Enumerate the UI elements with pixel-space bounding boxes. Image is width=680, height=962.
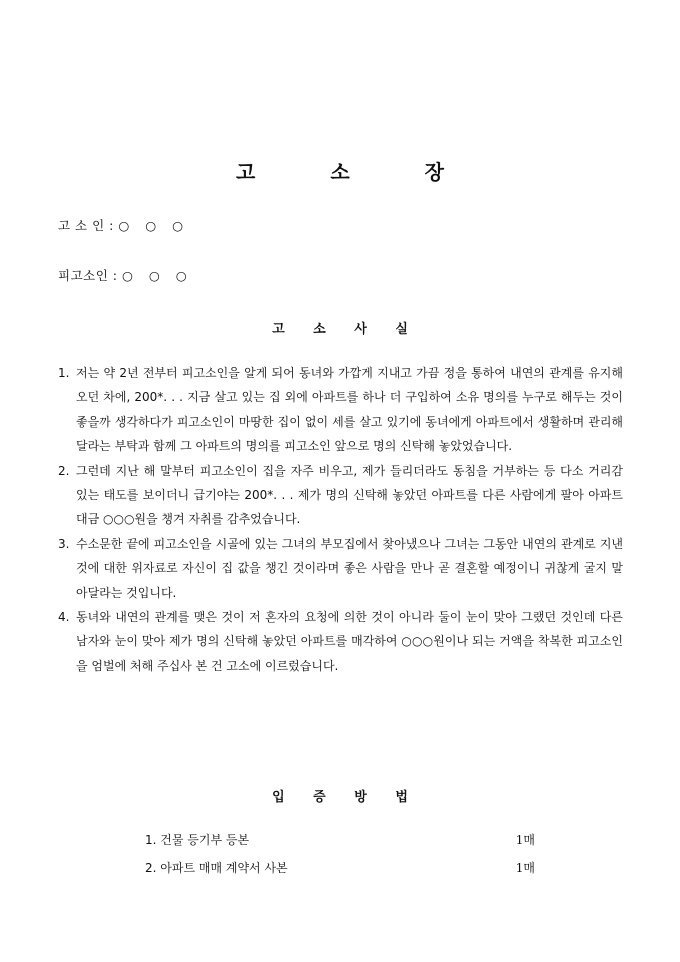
evidence-name: 2. 아파트 매매 계약서 사본 [145,861,288,875]
fact-text: 그런데 지난 해 말부터 피고소인이 집을 자주 비우고, 제가 들리더라도 동침을 거부하는 등 다소 거리감 있는 태도를 보이더니 급기야는 200*. . . 제가 명의 신탁해 놓았던 아파트를 다른 사람에게 팔아 아파트 대금 ○○○원을 챙겨 자취를 감추었습니다. [76,463,623,527]
fact-item [58,459,623,532]
evidence-name: 1. 건물 등기부 등본 [145,833,250,847]
fact-item [58,605,623,678]
fact-number: 1. [58,366,70,380]
facts-heading: 고 소 사 실 [272,322,420,337]
fact-item [58,532,623,605]
complainant-label: 고 소 인 : [58,218,114,233]
defendant-name: ○ ○ ○ [121,268,193,283]
defendant-label: 피고소인 : [58,268,118,283]
evidence-heading: 입 증 방 법 [272,790,420,805]
evidence-item [145,854,535,882]
fact-number: 3. [58,536,70,551]
evidence-quantity: 1매 [515,833,535,847]
fact-text: 동녀와 내연의 관계를 맺은 것이 저 혼자의 요청에 의한 것이 아니라 둘이 눈이 맞아 그랬던 것인데 다른 남자와 눈이 맞아 제가 명의 신탁해 놓았던 아파트를 매각하여 ○○○원이나 되는 거액을 착복한 피고소인을 엄벌에 처해 주십사 본 건 고소에 이르렀습니다. [76,610,623,673]
defendant-line [58,266,193,284]
evidence-quantity: 1매 [515,861,535,875]
fact-text: 수소문한 끝에 피고소인을 시골에 있는 그녀의 부모집에서 찾아냈으나 그녀는 그동안 내연의 관계로 지낸 것에 대한 위자료로 자신이 집 값을 챙긴 것이라며 좋은 사람을 만나 곧 결혼할 예정이니 귀찮게 굴지 말아달라는 것입니다. [76,536,623,600]
complainant-line [58,216,189,234]
fact-text: 저는 약 2년 전부터 피고소인을 알게 되어 동녀와 가깝게 지내고 가끔 정을 통하여 내연의 관계를 유지해 오던 차에, 200*. . . 지금 살고 있는 집 외에 아파트를 하나 더 구입하여 소유 명의를 누구로 해두는 것이 좋을까 생각하다가 피고소인이 마땅한 집이 없이 세를 살고 있기에 동녀에게 아파트에서 생활하며 관리해달라는 부탁과 함께 그 아파트의 명의를 피고소인 앞으로 명의 신탁해 놓았었습니다. [76,366,623,454]
evidence-item [145,826,535,854]
facts-list [58,361,623,678]
document-title: 고 소 장 [236,160,478,184]
fact-number: 2. [58,463,70,478]
fact-item [58,361,623,459]
complainant-name: ○ ○ ○ [118,218,190,233]
fact-number: 4. [58,610,70,625]
evidence-list [145,826,535,882]
